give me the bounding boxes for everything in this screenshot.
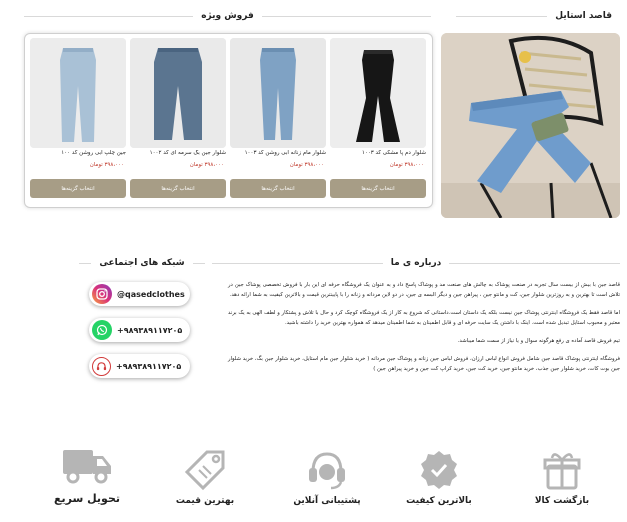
feature-quality — [394, 448, 484, 506]
product-price: ۳۹۸،۰۰۰ تومان — [189, 162, 224, 168]
feature-return — [517, 448, 607, 506]
social-title: شبکه های اجتماعی — [99, 258, 185, 268]
product-price: ۳۹۸،۰۰۰ تومان — [389, 162, 424, 168]
gift-return-icon — [540, 448, 584, 492]
product-card[interactable] — [30, 38, 126, 203]
product-name[interactable]: جین چلپ آبی روشن کد ۱۰۰ — [61, 150, 126, 156]
headset-icon — [305, 448, 349, 492]
product-price: ۳۹۸،۰۰۰ تومان — [289, 162, 324, 168]
about-paragraph: فروشگاه اینترنتی پوشاک قاصد جین شامل فروش انواع لباس ارزان، فروش لباس جین زنانه و پوشاک جین مردانه ( خرید شلوار جین مام استایل، خرید شلوار جین بگ، خرید شلوار جین بوت کات، خرید شلوار جین جذب، خرید مانتو جین، خرید کت جین، خرید کراپ کت جین و خرید پیراهن جین ) — [228, 356, 620, 372]
feature-label: بالاترین کیفیت — [406, 496, 472, 506]
phone-button[interactable] — [89, 354, 190, 378]
delivery-truck-icon — [59, 444, 115, 488]
price-tag-icon — [183, 448, 227, 492]
select-options-button[interactable]: انتخاب گزینه‌ها — [130, 179, 226, 198]
about-us-title: درباره ی ما — [390, 258, 442, 268]
product-name[interactable]: شلوار مام زنانه آبی روشن کد ۱۰۰۳ — [244, 150, 326, 156]
feature-label: پشتیبانی آنلاین — [293, 496, 361, 506]
feature-label: تحویل سریع — [53, 492, 121, 505]
social-header — [79, 256, 205, 270]
product-card[interactable] — [330, 38, 426, 203]
special-offer-title: فروش ویژه — [201, 11, 254, 21]
feature-delivery — [42, 444, 132, 505]
whatsapp-button[interactable] — [89, 318, 190, 342]
instagram-handle: @qasedclothes — [117, 289, 185, 299]
special-offer-header — [24, 9, 431, 23]
product-image[interactable] — [230, 38, 326, 148]
product-card[interactable] — [230, 38, 326, 203]
product-name[interactable]: شلوار دم پا مشکی کد ۱۰۰۳ — [361, 150, 426, 156]
select-options-button[interactable]: انتخاب گزینه‌ها — [230, 179, 326, 198]
product-card[interactable] — [130, 38, 226, 203]
whatsapp-icon — [92, 320, 112, 340]
feature-price — [160, 448, 250, 506]
qased-style-header — [456, 9, 620, 23]
special-offer-carousel — [24, 33, 433, 208]
product-price: ۳۹۸،۰۰۰ تومان — [89, 162, 124, 168]
product-image[interactable] — [130, 38, 226, 148]
product-image[interactable] — [30, 38, 126, 148]
instagram-icon — [92, 284, 112, 304]
about-paragraph: اما قاصد فقط یک فروشگاه اینترنتی پوشاک جین نیست بلکه یک داستان است.داستانی که شروع به کار از یک فروشگاه کوچک کرد و حال با تلاش و پشتکار و لطف الهی به یک برند معتبر و محبوب استایل تبدیل شده است. اینک با داشتن یک سایت حرفه ای و قابل اطمینان به شما اطمینان میدهد که همواره بهترین خرید را داشته باشید. — [228, 310, 620, 326]
about-us-header — [212, 256, 620, 270]
feature-label: بهترین قیمت — [175, 496, 235, 506]
select-options-button[interactable]: انتخاب گزینه‌ها — [330, 179, 426, 198]
quality-badge-icon — [417, 448, 461, 492]
about-us-text — [228, 280, 620, 382]
whatsapp-number: +۹۸۹۳۸۹۱۱۷۲۰۵ — [117, 325, 183, 335]
about-paragraph: تیم فروش قاصد آماده ی رفع هرگونه سوال و یا نیاز از سمت شما میباشد. — [457, 338, 620, 344]
about-paragraph: قاصد جین با بیش از بیست سال تجربه در صنعت پوشاک به چالش های صنعت مد و پوشاک پاسخ داد و به عنوان یک فروشگاه حرفه ای این بار با فروش تخصصی پوشاک جین در تلاش است تا بهترین و به روزترین شلوار جین، کت و مانتو جین ، پیراهن جین و دیگر البسه ی جین، در دو لاین مردانه و زنانه را با پایینترین قیمت و بالاترین کیفیت به شما ارائه دهد. — [228, 282, 620, 298]
product-name[interactable]: شلوار جین بگ سرمه ای کد ۱۰۰۲ — [149, 150, 226, 156]
phone-support-icon — [92, 357, 111, 376]
product-image[interactable] — [330, 38, 426, 148]
qased-style-title: قاصد استایل — [555, 11, 612, 21]
instagram-button[interactable] — [89, 282, 190, 306]
qased-style-banner[interactable] — [441, 33, 620, 218]
feature-support — [282, 448, 372, 506]
select-options-button[interactable]: انتخاب گزینه‌ها — [30, 179, 126, 198]
feature-label: بازگشت کالا — [534, 496, 590, 506]
phone-number: +۹۸۹۳۸۹۱۱۷۲۰۵ — [116, 361, 182, 371]
